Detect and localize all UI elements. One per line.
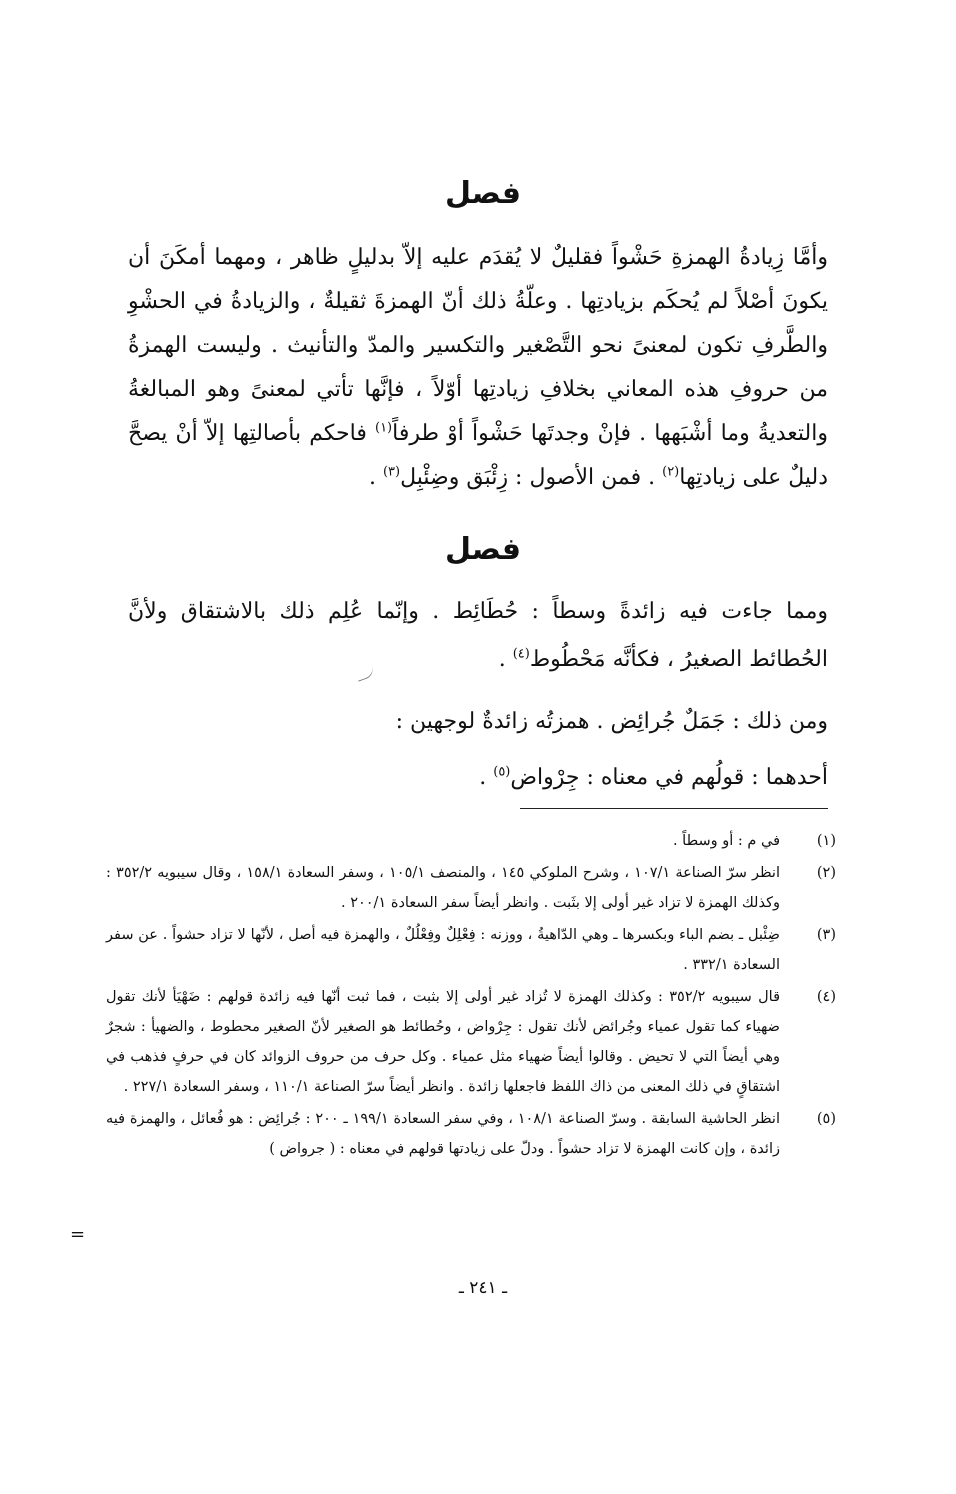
footnote-ref[interactable]: (٤) — [512, 646, 530, 662]
footnote-number: (٢) — [816, 865, 836, 881]
paragraph-text: ومما جاءت فيه زائدةً وسطاً : حُطَائِط . وإنّما عُلِم ذلك بالاشتقاق ولأنَّ الحُطائط الصغيرُ ، فكأنَّه مَحْطُوط — [128, 599, 828, 672]
footnote-text: انظر سرّ الصناعة ١٠٧/١ ، وشرح الملوكي ١٤٥ ، والمنصف ١٠٥/١ ، وسفر السعادة ١٥٨/١ ، وقال سيبويه ٣٥٢/٢ : وكذلك الهمزة لا تزاد غير أولى إلا بثَبت . وانظر أيضاً سفر السعادة ٢٠٠/١ . — [106, 865, 780, 911]
footnote-number: (٣) — [816, 927, 836, 943]
section-heading: فصل — [445, 532, 521, 567]
paragraph-text: أحدهما : قولُهم في معناه : جِرْواض — [510, 765, 828, 790]
footnote — [106, 982, 836, 1102]
paragraph-text: . — [498, 647, 513, 672]
section-heading: فصل — [445, 176, 521, 211]
footnote-ref[interactable]: (٥) — [493, 764, 511, 780]
footnote-ref[interactable]: (١) — [374, 420, 393, 436]
footnotes — [106, 826, 836, 1166]
paragraph-line — [128, 758, 828, 798]
footnote-number: (١) — [816, 833, 836, 849]
footnote-number: (٤) — [816, 989, 836, 1005]
footnote-text: في م : أو وسطاً . — [672, 833, 780, 849]
footnote-separator — [520, 808, 828, 809]
footnote — [106, 1104, 836, 1164]
footnote — [106, 858, 836, 918]
paragraph-text: . — [479, 765, 494, 790]
page-number: ـ ٢٤١ ـ — [458, 1278, 508, 1298]
paragraph-text: فاحكم بأصالتِها إلاّ أنْ يصحَّ دليلٌ على زيادتِها — [128, 421, 828, 490]
footnote — [106, 920, 836, 980]
footnote-text: ضِئْبل ـ بضم الباء وبكسرها ـ وهي الدّاهيةُ ، ووزنه : فِعْلِلٌ وفِعْلُلٌ ، والهمزة فيه أصل ، لأنّها لا تزاد حشواً . عن سفر السعادة ٣٣٢/١ . — [106, 927, 780, 973]
footnote-ref[interactable]: (٣) — [382, 464, 401, 480]
footnote-number: (٥) — [816, 1111, 836, 1127]
footnote — [106, 826, 836, 856]
footnote-text: قال سيبويه ٣٥٢/٢ : وكذلك الهمزة لا تُزاد غير أولى إلا بثبت ، فما ثبت أنّها فيه زائدة قولهم : ضَهْيَأ لأنك تقول ضهياء كما تقول عمياء وجُرائض لأنك تقول : جِرْواض ، وحُطائط هو الصغير لأنّ الصغير محطوط ، والضهيأ : شجرٌ وهي أيضاً التي لا تحيض . وقالوا أيضاً ضهياء مثل عمياء . وكل حرف من حروف الزوائد كان في حرفٍ فذهب في اشتقاقٍ في ذلك المعنى من ذاك اللفظ فاجعلها زائدة . وانظر أيضاً سرّ الصناعة ١١٠/١ ، وسفر السعادة ٢٢٧/١ . — [106, 989, 780, 1095]
paragraph-line: ومن ذلك : جَمَلٌ جُرائِض . همزتُه زائدةٌ لوجهين : — [395, 709, 828, 734]
paragraph-text: . فمن الأصول : زِئْبَق وضِئْبِل — [400, 465, 663, 490]
paragraph-text: . — [368, 465, 383, 490]
section-paragraph — [128, 588, 828, 684]
continuation-mark: = — [70, 1224, 86, 1245]
footnote-ref[interactable]: (٢) — [662, 464, 680, 480]
footnote-text: انظر الحاشية السابقة . وسرّ الصناعة ١٠٨/١ ، وفي سفر السعادة ١٩٩/١ ـ ٢٠٠ : جُرائِض : هو فُعائل ، والهمزة فيه زائدة ، وإن كانت الهمزة لا تزاد حشواً . ودلّ على زيادتها قولهم في معناه : ( جرواض ) — [106, 1111, 780, 1157]
section-paragraph — [128, 236, 828, 500]
paragraph-text: وأمَّا زِيادةُ الهمزةِ حَشْواً فقليلٌ لا يُقدَم عليه إلاّ بدليلٍ ظاهر ، ومهما أمكَنَ أن يكونَ أصْلاً لم يُحكَم بزيادتِها . وعلّةُ ذلك أنّ الهمزةَ ثقيلةٌ ، والزيادةُ في الحشْوِ والطَّرفِ تكون لمعنىً نحو التَّصْغير والتكسير والمدّ والتأنيث . وليست الهمزةُ من حروفِ هذه المعاني بخلافِ زيادتِها أوّلاً ، فإنَّها تأتي لمعنىً وهو المبالغةُ والتعديةُ وما أشْبَهها . فإنْ وجدتَها حَشْواً أوْ طرفاً — [128, 245, 828, 446]
